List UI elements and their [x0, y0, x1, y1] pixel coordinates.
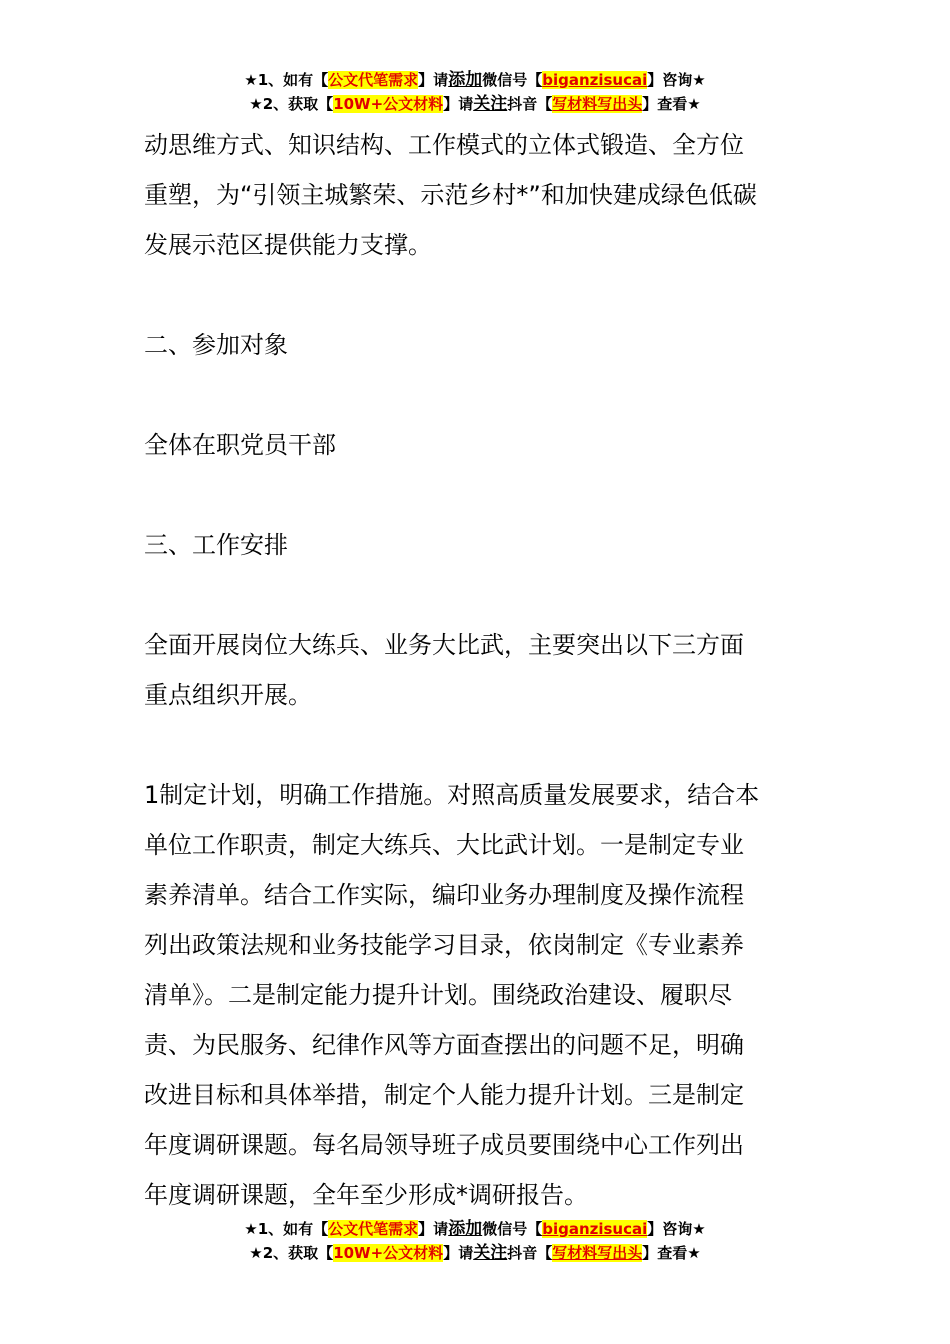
banner-text: ★1、如有【	[244, 1220, 329, 1238]
banner-text: 】查看★	[642, 95, 701, 113]
banner-text: ★1、如有【	[244, 71, 329, 89]
banner-highlight: 10W+公文材料	[333, 95, 444, 113]
banner-text: 】请	[418, 71, 449, 89]
banner-text: 抖音【	[507, 95, 553, 113]
text-line: 责、为民服务、纪律作风等方面查摆出的问题不足，明确	[144, 1031, 744, 1059]
text-line: 1制定计划，明确工作措施。对照高质量发展要求，结合本	[144, 781, 760, 809]
text-line: 重塑，为“引领主城繁荣、示范乡村*”和加快建成绿色低碳	[144, 181, 757, 209]
banner-highlight: 10W+公文材料	[333, 1244, 444, 1262]
banner-emphasis: 添加	[448, 70, 483, 90]
text-line: 素养清单。结合工作实际，编印业务办理制度及操作流程	[144, 881, 744, 909]
blank-line	[144, 570, 824, 620]
banner-wechat-id: biganzisucai	[542, 71, 648, 89]
banner-text: 】请	[443, 1244, 474, 1262]
banner-wechat-id: biganzisucai	[542, 1220, 648, 1238]
blank-line	[144, 370, 824, 420]
text-line: 单位工作职责，制定大练兵、大比武计划。一是制定专业	[144, 831, 744, 859]
banner-text: 微信号【	[482, 1220, 543, 1238]
blank-line	[144, 720, 824, 770]
banner-text: ★2、获取【	[249, 95, 334, 113]
text-line: 全体在职党员干部	[144, 431, 336, 459]
text-line: 年度调研课题。每名局领导班子成员要围绕中心工作列出	[144, 1131, 744, 1159]
banner-text: 】查看★	[642, 1244, 701, 1262]
banner-douyin-id: 写材料写出头	[552, 95, 643, 113]
text-line: 动思维方式、知识结构、工作模式的立体式锻造、全方位	[144, 131, 744, 159]
banner-text: 】请	[443, 95, 474, 113]
text-line: 列出政策法规和业务技能学习目录，依岗制定《专业素养	[144, 931, 744, 959]
banner-text: 】请	[418, 1220, 449, 1238]
text-line: 清单》。二是制定能力提升计划。围绕政治建设、履职尽	[144, 981, 732, 1009]
blank-line	[144, 270, 824, 320]
header-banner	[0, 68, 950, 116]
banner-emphasis: 关注	[473, 94, 508, 114]
document-body	[144, 120, 824, 1220]
blank-line	[144, 470, 824, 520]
text-line: 全面开展岗位大练兵、业务大比武，主要突出以下三方面	[144, 631, 744, 659]
text-line: 发展示范区提供能力支撑。	[144, 231, 432, 259]
banner-line-2	[0, 92, 950, 116]
banner-highlight: 公文代笔需求	[328, 71, 419, 89]
banner-text: 微信号【	[482, 71, 543, 89]
footer-banner	[0, 1217, 950, 1265]
text-line: 三、工作安排	[144, 531, 288, 559]
banner-text: ★2、获取【	[249, 1244, 334, 1262]
banner-line-2	[0, 1241, 950, 1265]
text-line: 重点组织开展。	[144, 681, 312, 709]
text-line: 年度调研课题，全年至少形成*调研报告。	[144, 1181, 588, 1209]
banner-emphasis: 添加	[448, 1219, 483, 1239]
banner-highlight: 公文代笔需求	[328, 1220, 419, 1238]
banner-text: 】咨询★	[647, 1220, 706, 1238]
banner-text: 】咨询★	[647, 71, 706, 89]
text-line: 改进目标和具体举措，制定个人能力提升计划。三是制定	[144, 1081, 744, 1109]
banner-text: 抖音【	[507, 1244, 553, 1262]
banner-line-1	[0, 68, 950, 92]
banner-line-1	[0, 1217, 950, 1241]
banner-douyin-id: 写材料写出头	[552, 1244, 643, 1262]
banner-emphasis: 关注	[473, 1243, 508, 1263]
text-line: 二、参加对象	[144, 331, 288, 359]
